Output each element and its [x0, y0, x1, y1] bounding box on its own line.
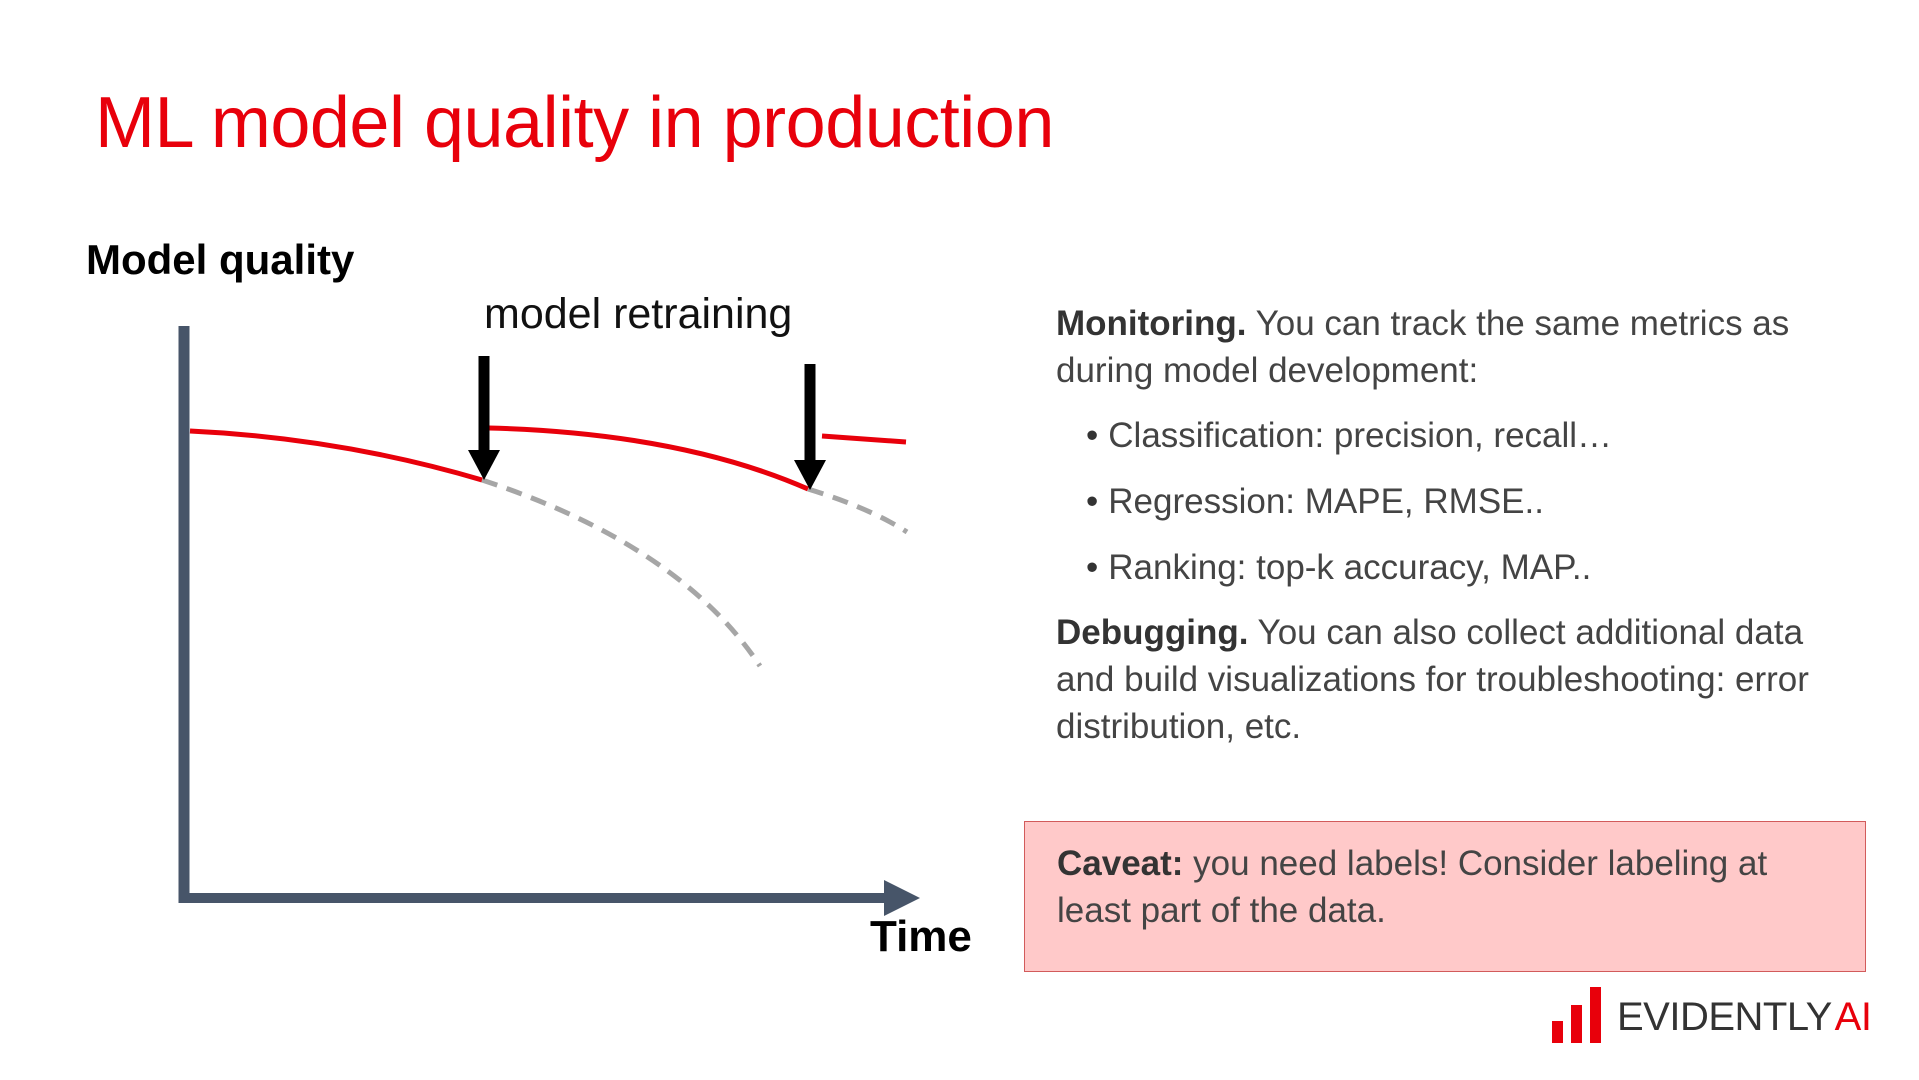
quality-curve-1	[190, 431, 482, 480]
caveat-heading: Caveat:	[1057, 844, 1184, 883]
y-axis-label: Model quality	[86, 236, 355, 283]
logo-text	[1617, 997, 1871, 1037]
debugging-heading: Debugging.	[1056, 613, 1249, 652]
debugging-text: You can also collect additional data and build visualizations for troubleshooting: error distribution, etc.	[1056, 613, 1809, 746]
caveat-text: you need labels! Consider labeling at least part of the data.	[1057, 844, 1768, 930]
bullet-icon: •	[1086, 548, 1099, 587]
degradation-curve-1	[482, 480, 760, 666]
monitoring-text: You can track the same metrics as during model development:	[1056, 304, 1790, 390]
quality-curve-2	[489, 428, 808, 489]
monitoring-heading: Monitoring.	[1056, 304, 1247, 343]
x-axis-arrowhead	[884, 880, 920, 916]
bullet-icon: •	[1086, 482, 1099, 521]
metric-regression: Regression: MAPE, RMSE..	[1108, 482, 1544, 521]
logo-word: EVIDENTLY	[1617, 995, 1832, 1039]
logo-bars-icon	[1552, 987, 1601, 1043]
metric-ranking: Ranking: top-k accuracy, MAP..	[1108, 548, 1592, 587]
explanation-text	[1056, 300, 1856, 750]
logo-suffix: AI	[1834, 995, 1872, 1039]
debugging-paragraph	[1056, 609, 1856, 750]
metrics-list	[1086, 412, 1856, 591]
list-item	[1086, 544, 1856, 591]
retraining-annotation: model retraining	[484, 290, 793, 338]
list-item	[1086, 412, 1856, 459]
evidently-logo	[1552, 983, 1871, 1043]
quality-curve-3	[822, 436, 906, 442]
bullet-icon: •	[1086, 416, 1099, 455]
x-axis-label: Time	[870, 912, 972, 961]
caveat-box	[1024, 821, 1866, 972]
monitoring-paragraph	[1056, 300, 1856, 394]
slide-title: ML model quality in production	[95, 83, 1054, 163]
degradation-curve-2	[808, 489, 907, 532]
list-item	[1086, 478, 1856, 525]
metric-classification: Classification: precision, recall…	[1108, 416, 1613, 455]
